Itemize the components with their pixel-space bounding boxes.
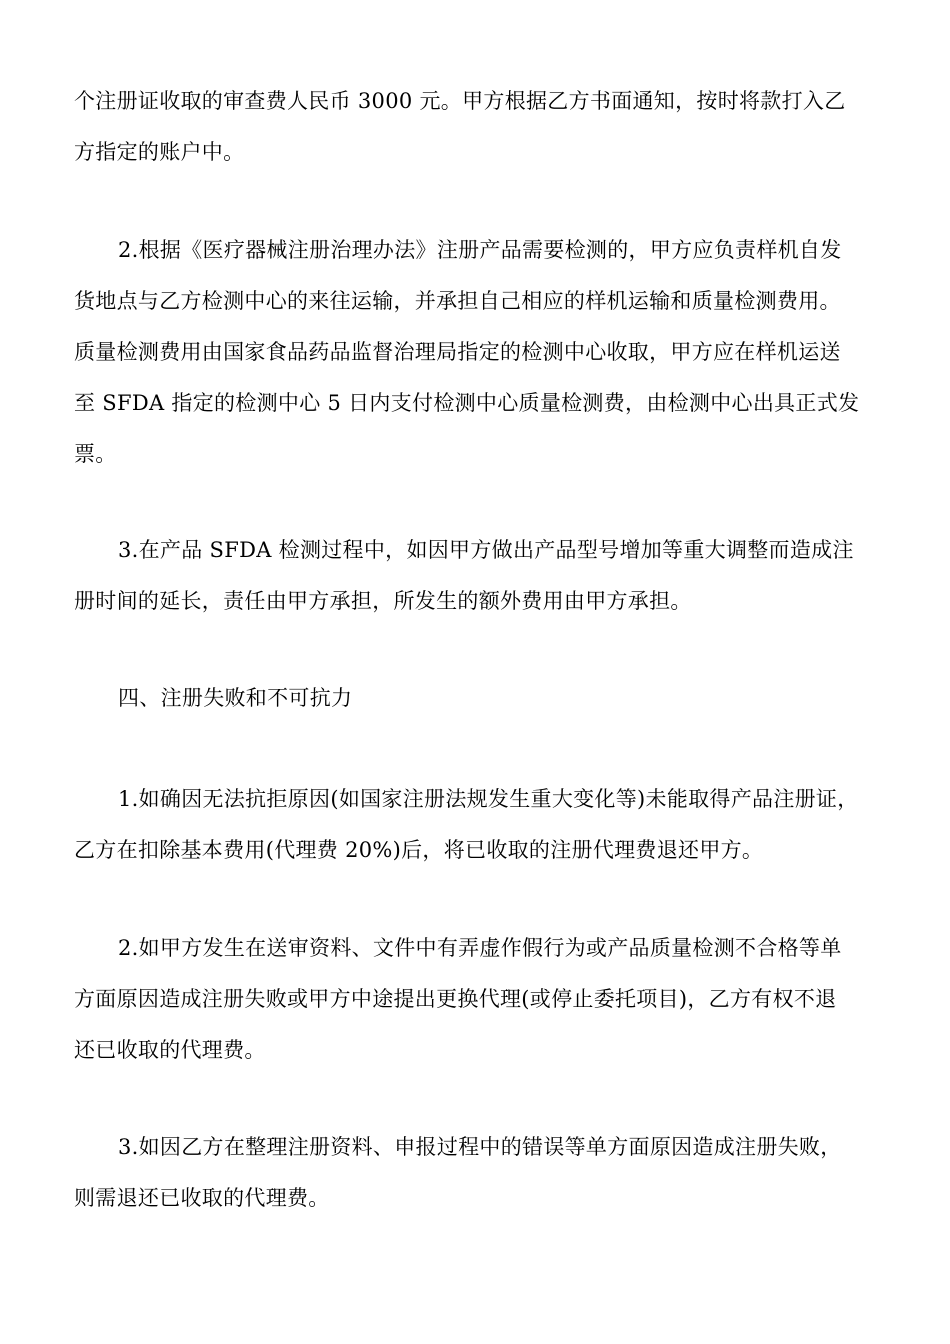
text-line: 质量检测费用由国家食品药品监督治理局指定的检测中心收取，甲方应在样机运送 bbox=[74, 340, 841, 364]
paragraph-force-majeure-2 bbox=[74, 923, 880, 1076]
text-line: 票。 bbox=[74, 442, 117, 466]
paragraph-force-majeure-3 bbox=[74, 1122, 880, 1224]
paragraph-fee-continuation bbox=[74, 76, 880, 178]
paragraph-clause-2-testing bbox=[74, 225, 880, 480]
paragraph-clause-3-sfda bbox=[74, 525, 880, 627]
section-heading: 四、注册失败和不可抗力 bbox=[118, 686, 353, 710]
text-line: 个注册证收取的审查费人民币 3000 元。甲方根据乙方书面通知，按时将款打入乙 bbox=[74, 89, 846, 113]
text-line: 3.在产品 SFDA 检测过程中，如因甲方做出产品型号增加等重大调整而造成注 bbox=[118, 538, 854, 562]
text-line: 方面原因造成注册失败或甲方中途提出更换代理(或停止委托项目)，乙方有权不退 bbox=[74, 987, 837, 1011]
text-line: 3.如因乙方在整理注册资料、申报过程中的错误等单方面原因造成注册失败， bbox=[118, 1135, 842, 1159]
text-line: 册时间的延长，责任由甲方承担，所发生的额外费用由甲方承担。 bbox=[74, 589, 692, 613]
text-line: 2.如甲方发生在送审资料、文件中有弄虚作假行为或产品质量检测不合格等单 bbox=[118, 936, 842, 960]
text-line: 方指定的账户中。 bbox=[74, 140, 245, 164]
text-line: 1.如确因无法抗拒原因(如国家注册法规发生重大变化等)未能取得产品注册证， bbox=[118, 787, 859, 811]
text-line: 则需退还已收取的代理费。 bbox=[74, 1186, 330, 1210]
text-line: 还已收取的代理费。 bbox=[74, 1038, 266, 1062]
text-line: 2.根据《医疗器械注册治理办法》注册产品需要检测的，甲方应负责样机自发 bbox=[118, 238, 842, 262]
text-line: 至 SFDA 指定的检测中心 5 日内支付检测中心质量检测费，由检测中心出具正式发 bbox=[74, 391, 860, 415]
text-line: 乙方在扣除基本费用(代理费 20%)后，将已收取的注册代理费退还甲方。 bbox=[74, 838, 764, 862]
paragraph-force-majeure-1 bbox=[74, 774, 880, 876]
text-line: 货地点与乙方检测中心的来往运输，并承担自己相应的样机运输和质量检测费用。 bbox=[74, 289, 841, 313]
